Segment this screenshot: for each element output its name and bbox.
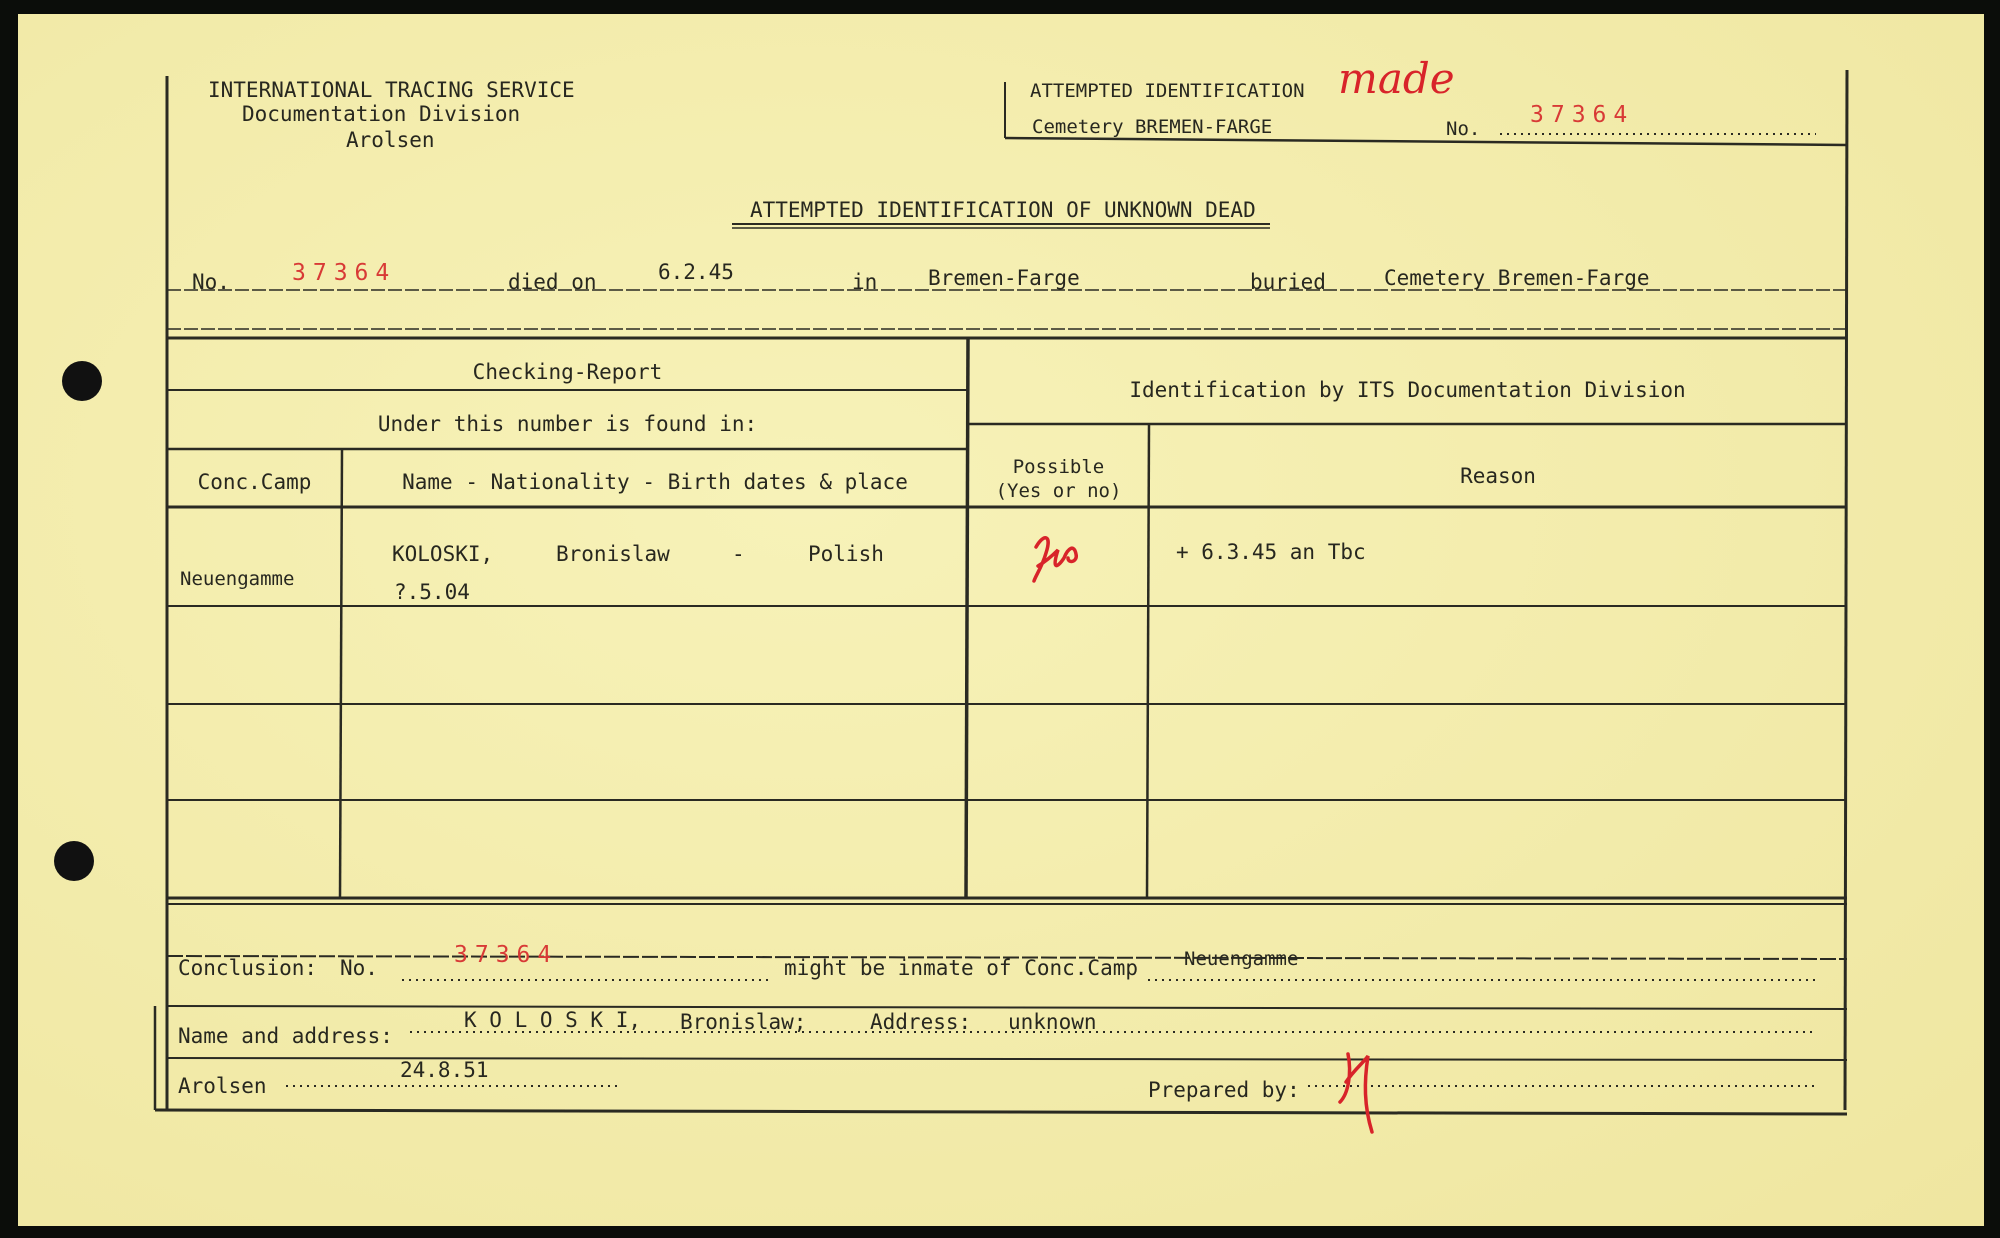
org-name: INTERNATIONAL TRACING SERVICE bbox=[208, 78, 575, 102]
died-label: died on bbox=[508, 270, 597, 294]
row-birth: ?.5.04 bbox=[394, 580, 470, 604]
document-card bbox=[18, 14, 1984, 1226]
conclusion-no-label: No. bbox=[340, 956, 378, 980]
in-label: in bbox=[852, 270, 878, 294]
header-no-label: No. bbox=[1446, 118, 1481, 140]
row-firstname: Bronislaw bbox=[556, 542, 670, 566]
date-value: 24.8.51 bbox=[400, 1058, 489, 1082]
org-location: Arolsen bbox=[346, 128, 435, 152]
prepared-initial-mark bbox=[1340, 1054, 1372, 1132]
col-header-reason: Reason bbox=[1460, 464, 1536, 488]
checking-report-title: Checking-Report bbox=[472, 360, 663, 384]
possible-yes-mark bbox=[1034, 538, 1076, 581]
conclusion-firstname: Bronislaw; bbox=[680, 1010, 807, 1034]
conclusion-no-value: 37364 bbox=[454, 942, 559, 968]
identification-title: Identification by ITS Documentation Division bbox=[1129, 378, 1686, 402]
col-header-possible-sub: (Yes or no) bbox=[995, 480, 1122, 502]
row-nationality: Polish bbox=[808, 542, 884, 566]
row-camp: Neuengamme bbox=[180, 568, 295, 590]
checking-report-subtitle: Under this number is found in: bbox=[377, 412, 758, 436]
row-reason: + 6.3.45 an Tbc bbox=[1176, 540, 1366, 564]
cemetery-label: Cemetery BREMEN-FARGE bbox=[1032, 116, 1273, 138]
died-value: 6.2.45 bbox=[658, 260, 734, 284]
conclusion-label: Conclusion: bbox=[178, 956, 318, 980]
row-surname: KOLOSKI, bbox=[392, 542, 494, 566]
attempt-annotation: made bbox=[1338, 54, 1455, 103]
name-address-label: Name and address: bbox=[178, 1024, 393, 1048]
col-header-camp: Conc.Camp bbox=[197, 470, 312, 494]
row-dash: - bbox=[732, 542, 745, 566]
address-value: unknown bbox=[1008, 1010, 1097, 1034]
conclusion-might-label: might be inmate of Conc.Camp bbox=[784, 956, 1139, 980]
form-title: ATTEMPTED IDENTIFICATION OF UNKNOWN DEAD bbox=[750, 198, 1256, 222]
address-label: Address: bbox=[870, 1010, 972, 1034]
buried-label: buried bbox=[1250, 270, 1326, 294]
record-no-value: 37364 bbox=[292, 260, 397, 286]
buried-value: Cemetery Bremen-Farge bbox=[1384, 266, 1650, 290]
org-division: Documentation Division bbox=[242, 102, 521, 126]
place-label: Arolsen bbox=[178, 1074, 267, 1098]
conclusion-surname: K O L O S K I, bbox=[464, 1008, 642, 1032]
red-annotations bbox=[1034, 538, 1372, 1132]
col-header-name: Name - Nationality - Birth dates & place bbox=[402, 470, 908, 494]
col-header-possible: Possible bbox=[1012, 456, 1105, 478]
header-no-value: 37364 bbox=[1530, 102, 1635, 128]
attempt-label: ATTEMPTED IDENTIFICATION bbox=[1030, 80, 1305, 102]
prepared-label: Prepared by: bbox=[1148, 1078, 1300, 1102]
in-value: Bremen-Farge bbox=[928, 266, 1080, 290]
record-no-label: No. bbox=[192, 270, 230, 294]
conclusion-camp-value: Neuengamme bbox=[1184, 948, 1299, 970]
